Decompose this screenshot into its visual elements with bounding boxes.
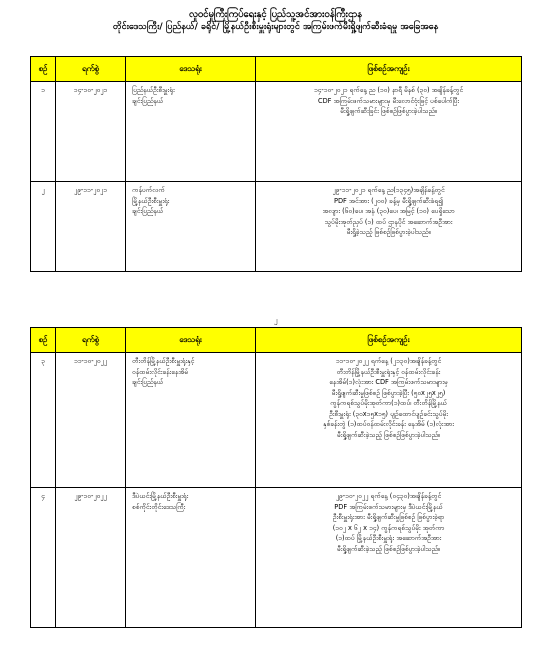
table-row bbox=[31, 488, 522, 628]
description-line: ဦးစီးမှူးရုံး (၃၀x၁၅x၁၅) ပျဉ်ထောင်ပျဉ်ခင်းသွပ်မိုး bbox=[329, 409, 448, 418]
description-line: မီးရှို့ဖျက်ဆီးမှုဖြစ်စဉ် ဖြစ်ပွားခဲ့ပြီး (၅၀x၂၅x၂၅) bbox=[331, 388, 446, 397]
col-header-region: ဒေသရုံး bbox=[126, 57, 256, 82]
cell-region bbox=[126, 182, 256, 272]
cell-no: ၁ bbox=[31, 82, 56, 182]
col-header-region: ဒေသရုံး bbox=[126, 328, 256, 353]
table-header-row bbox=[31, 57, 522, 82]
table-header-row bbox=[31, 328, 522, 353]
description-line: ကွန်ကရစ်သွပ်မိုးအုတ်ကာ(၁)ထပ်၊ တီးတိန်မြို့နယ် bbox=[330, 399, 447, 407]
region-line: ချင်းပြည်နယ် bbox=[132, 207, 164, 215]
description-line: PDF အကြမ်းဖက်သမားများမှ ဒီပဲယင်းမြို့နယ် bbox=[334, 502, 443, 511]
incident-table-2 bbox=[30, 327, 522, 628]
description-line: PDF အင်အား (၂၀၀) ခန့်မှ မီးရှို့ဖျက်ဆီးခံရ၍ bbox=[333, 196, 444, 205]
description-line: သွပ်မိုးအုတ်ညှပ် (၁) ထပ် ဌာနပိုင် အဆောက်အဦအား bbox=[324, 217, 453, 226]
table-row bbox=[31, 82, 522, 182]
cell-date: ၂၉-၁၁-၂၀၂၁ bbox=[56, 182, 126, 272]
col-header-no: စဉ် bbox=[31, 328, 56, 353]
description-line: (၁)ထပ် မြို့နယ်ဦးစီးမှူးရုံး အဆောက်အဦအား bbox=[335, 534, 442, 542]
description-line: မီးရှို့ဖျက်ဆီးခဲ့သည့် ဖြစ်စဉ်ဖြစ်ပွားခဲ့ပါသည်။ bbox=[336, 430, 441, 439]
col-header-description: ဖြစ်စဉ်အကျဉ်း bbox=[256, 57, 522, 82]
incident-table-1 bbox=[30, 56, 522, 272]
description-line: မီးရှို့ဖျက်ဆီးခဲ့သည့် ဖြစ်စဉ်ဖြစ်ပွားခဲ့ပါသည်။ bbox=[336, 544, 441, 553]
description-line: ၁၁-၁၀-၂၀၂၂ ရက်နေ့ (၂၁၃၀)အချိန်ခန့်တွင် bbox=[335, 357, 442, 365]
table-row bbox=[31, 353, 522, 488]
region-line: ဝန်ထမ်းလိုင်းခန်းနေအိမ် bbox=[132, 367, 189, 376]
col-header-no: စဉ် bbox=[31, 57, 56, 82]
description-line: (၁၀၂ x ၆၂ x ၁၄) ကွန်ကရစ်သွပ်မိုး အုတ်ကာ bbox=[332, 523, 445, 532]
description-line: အလျား (၆၀)ပေ၊ အနံ (၃၀)ပေ၊ အမြင့် (၁၀) ပေရှိသော bbox=[322, 207, 455, 215]
description-line: ၂၉-၁၁-၂၀၂၁ ရက်နေ့ ည(၁၃၄၅)အချိန်ခန့်တွင် bbox=[332, 186, 445, 194]
description-line: ၂၉-၁၀-၂၀၂၂ ရက်နေ့ (၀၄၃၀)အချိန်ခန့်တွင် bbox=[335, 492, 442, 500]
page-number: ၂ bbox=[273, 316, 278, 324]
cell-description bbox=[256, 353, 522, 488]
cell-date: ၁၁-၁၀-၂၀၂၂ bbox=[56, 353, 126, 488]
description-line: ၁၄-၁၀-၂၀၂၁ ရက်နေ့ ည (၁၀) နာရီ မိနစ် (၃၀) အချိန်ခန့်တွင် bbox=[313, 86, 464, 94]
description-line: မီးရှို့ဖျက်ဆီးခြင်း ဖြစ်စဉ်ဖြစ်ပွားခဲ့ပါသည်။ bbox=[340, 107, 437, 115]
cell-date: ၂၉-၁၀-၂၀၂၂ bbox=[56, 488, 126, 628]
cell-region bbox=[126, 488, 256, 628]
col-header-date: ရက်စွဲ bbox=[56, 328, 126, 353]
region-line: စစ်ကိုင်းတိုင်းဒေသကြီး bbox=[132, 502, 186, 511]
region-line: မြို့နယ်ဦးစီးမှူးရုံး bbox=[132, 196, 170, 205]
col-header-date: ရက်စွဲ bbox=[56, 57, 126, 82]
col-header-description: ဖြစ်စဉ်အကျဉ်း bbox=[256, 328, 522, 353]
region-line: ဒီပဲယင်းမြို့နယ်ဦးစီးမှူးရုံး bbox=[132, 492, 189, 500]
description-line: တီးတိန်မြို့နယ်ဦးစီးမှူးရုံးနှင့် ဝန်ထမ်းလိုင်းခန်း bbox=[336, 367, 441, 376]
description-line: နှစ်ခန်းတွဲ (၁)ထပ်ဝန်ထမ်းလိုင်းခန်း နေအိမ် (၁)လုံးအား bbox=[323, 420, 454, 428]
cell-no: ၃ bbox=[31, 353, 56, 488]
header-title-line1: လူဝင်မှုကြီးကြပ်ရေးနှင့် ပြည်သူ့အင်အားဝန်ကြီးဌာန bbox=[188, 9, 363, 20]
document-header bbox=[0, 8, 551, 34]
table-row bbox=[31, 182, 522, 272]
description-line: နေအိမ်(၁)လုံးအား CDF အကြမ်းဖက်သမားများမှ bbox=[329, 378, 448, 386]
cell-description bbox=[256, 182, 522, 272]
cell-region bbox=[126, 353, 256, 488]
cell-no: ၂ bbox=[31, 182, 56, 272]
cell-description bbox=[256, 82, 522, 182]
cell-region bbox=[126, 82, 256, 182]
region-line: တီးတိန်မြို့နယ်ဦးစီးမှူးရုံးနှင့် bbox=[132, 357, 195, 365]
description-line: CDF အကြမ်းဖက်သမားများမှ မီးလောင်ဗုံးဖြင့် ပစ်ပေါက်ပြီး bbox=[317, 96, 459, 105]
cell-no: ၄ bbox=[31, 488, 56, 628]
region-line: ပြည်နယ်ဦးစီးမှူးရုံး bbox=[132, 86, 175, 94]
region-line: ကန်ပက်လက် bbox=[132, 186, 165, 194]
region-line: ချင်းပြည်နယ် bbox=[132, 378, 164, 386]
cell-description bbox=[256, 488, 522, 628]
header-title-line2: တိုင်းဒေသကြီး/ ပြည်နယ်/ ခရိုင်/ မြို့နယ်ဦးစီးမှူးရုံးများတွင် အကြမ်းဖက်မီးရှို့ဖျက်ဆီးခံရမှု အခြေအနေ bbox=[112, 22, 439, 32]
cell-date: ၁၄-၁၀-၂၀၂၁ bbox=[56, 82, 126, 182]
description-line: ဦးစီးမှူးရုံးအား မီးရှို့ဖျက်ဆီးမှုဖြစ်စဉ် ဖြစ်ပွားခဲ့ရာ bbox=[332, 513, 445, 521]
region-line: ချင်းပြည်နယ် bbox=[132, 96, 164, 105]
description-line: မီးရှို့ခဲ့သည့် ဖြစ်စဉ်ဖြစ်ပွားခဲ့ပါသည်။ bbox=[346, 228, 431, 236]
